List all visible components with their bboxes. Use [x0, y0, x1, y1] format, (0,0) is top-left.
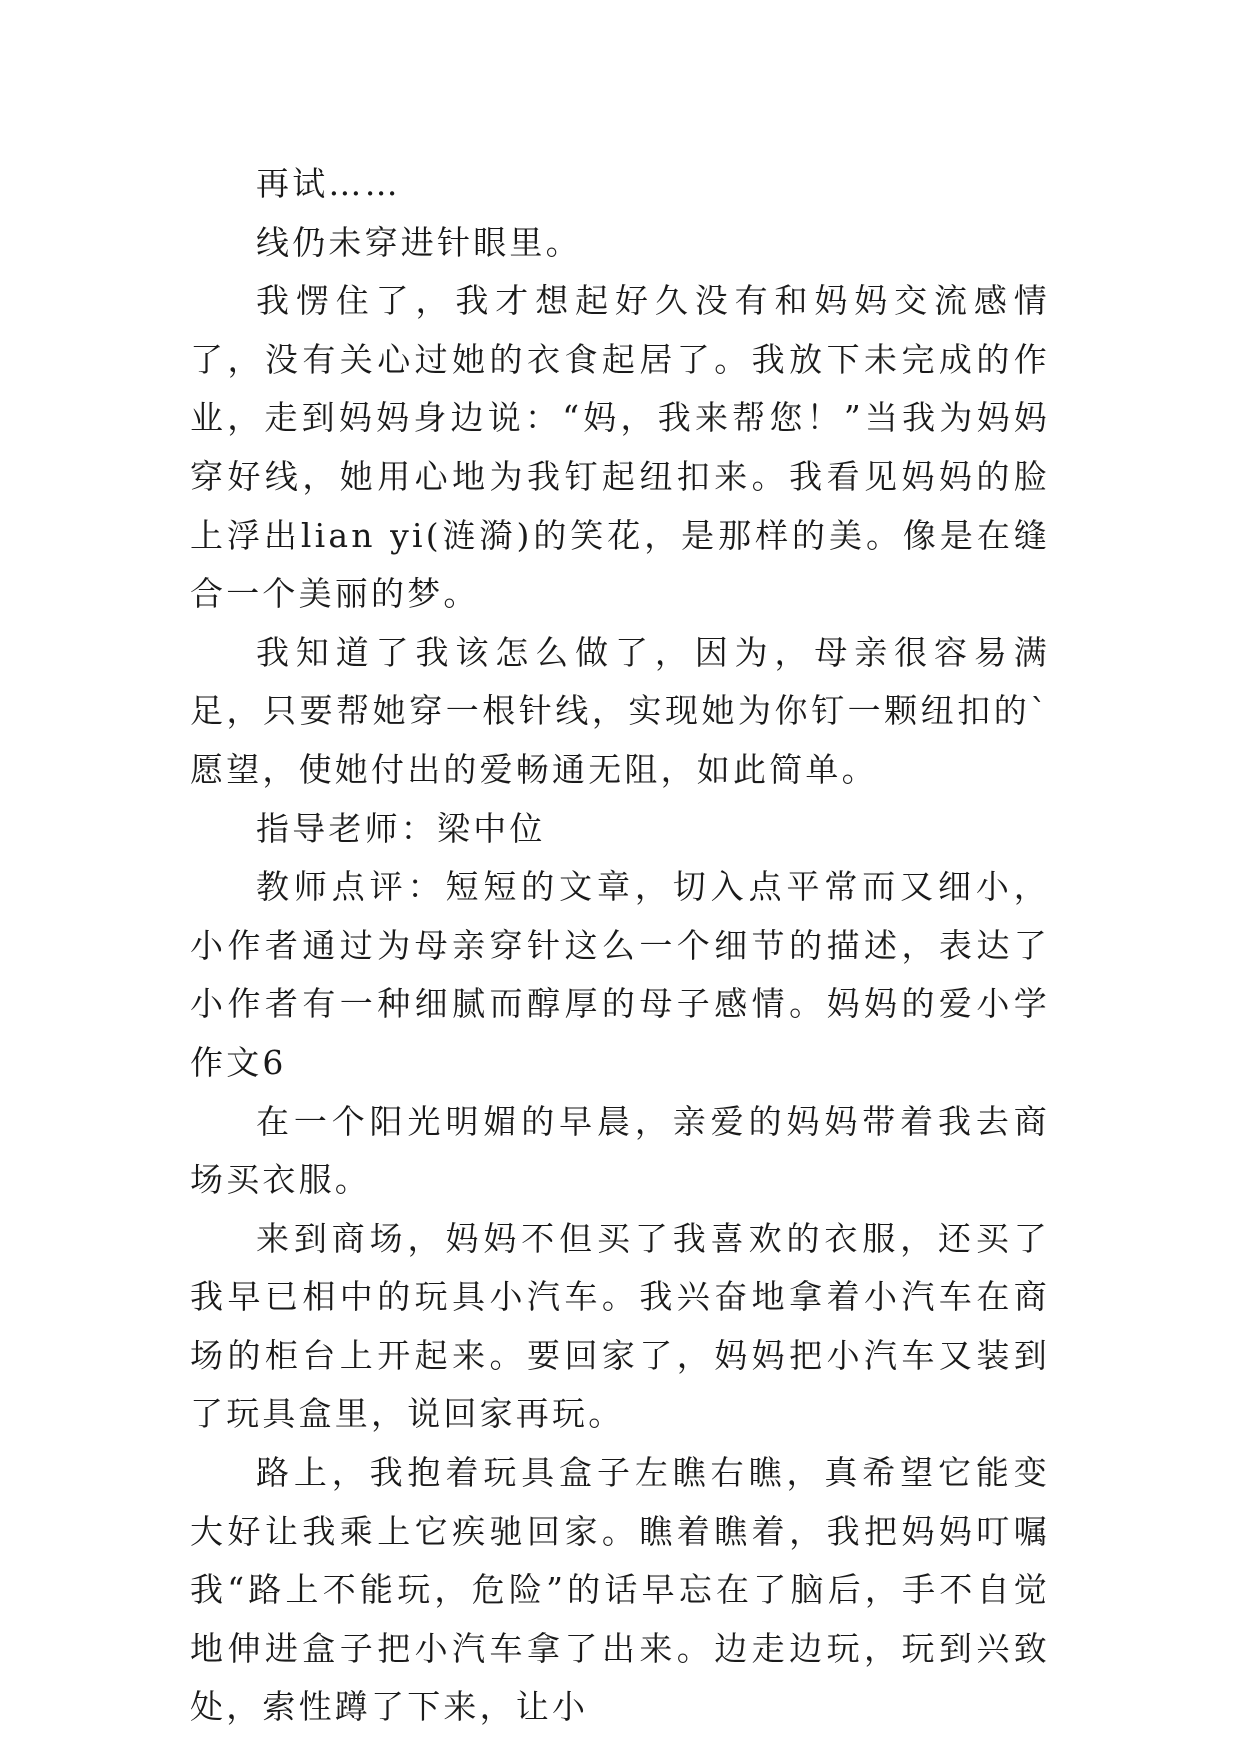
essay-body [190, 155, 1050, 1737]
paragraph-3: 我愣住了，我才想起好久没有和妈妈交流感情了，没有关心过她的衣食起居了。我放下未完成的作业，走到妈妈身边说：“妈，我来帮您！”当我为妈妈穿好线，她用心地为我钉起纽扣来。我看见妈妈的脸上浮出lian yi(涟漪)的笑花，是那样的美。像是在缝合一个美丽的梦。 [190, 281, 1050, 614]
paragraph-9: 路上，我抱着玩具盒子左瞧右瞧，真希望它能变大好让我乘上它疾驰回家。瞧着瞧着，我把妈妈叮嘱我“路上不能玩，危险”的话早忘在了脑后，手不自觉地伸进盒子把小汽车拿了出来。边走边玩，玩到兴致处，索性蹲了下来，让小 [190, 1453, 1050, 1727]
instructor-line: 指导老师：梁中位 [256, 808, 546, 848]
paragraph-4: 我知道了我该怎么做了，因为，母亲很容易满足，只要帮她穿一根针线，实现她为你钉一颗纽扣的`愿望，使她付出的爱畅通无阻，如此简单。 [190, 632, 1050, 789]
paragraph-1: 再试…… [256, 164, 401, 203]
paragraph-2: 线仍未穿进针眼里。 [256, 222, 582, 262]
paragraph-8: 来到商场，妈妈不但买了我喜欢的衣服，还买了我早已相中的玩具小汽车。我兴奋地拿着小汽车在商场的柜台上开起来。要回家了，妈妈把小汽车又装到了玩具盒里，说回家再玩。 [190, 1218, 1050, 1434]
paragraph-7: 在一个阳光明媚的早晨，亲爱的妈妈带着我去商场买衣服。 [190, 1101, 1050, 1200]
teacher-comment: 教师点评：短短的文章，切入点平常而又细小，小作者通过为母亲穿针这么一个细节的描述，表达了小作者有一种细腻而醇厚的母子感情。妈妈的爱小学作文6 [190, 867, 1050, 1082]
